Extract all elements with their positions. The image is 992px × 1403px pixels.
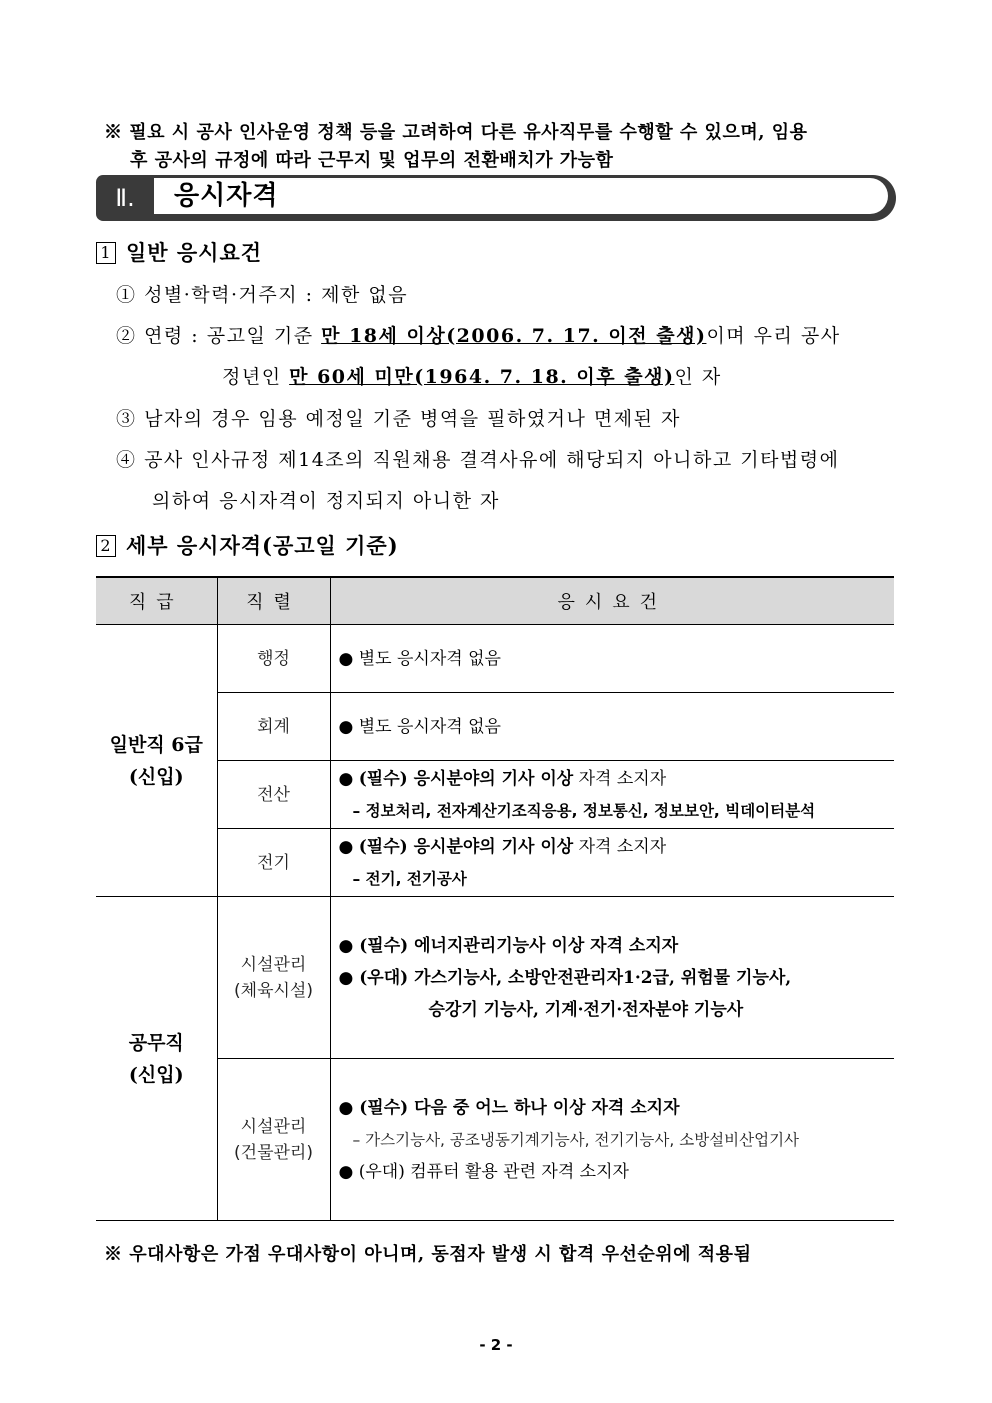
header-position: 직렬 bbox=[217, 577, 330, 625]
detail-requirements-title: 세부 응시자격(공고일 기준) bbox=[126, 533, 399, 558]
general-requirements-heading bbox=[96, 237, 262, 267]
table-row bbox=[96, 897, 894, 1059]
position-cell: 행정 bbox=[217, 625, 330, 693]
general-item-4: ④ 공사 인사규정 제14조의 직원채용 결격사유에 해당되지 아니하고 기타법령에 bbox=[116, 449, 840, 471]
position-cell: 시설관리 (건물관리) bbox=[217, 1059, 330, 1221]
general-item-1: ① 성별·학력·거주지 : 제한 없음 bbox=[116, 284, 409, 306]
position-cell: 시설관리 (체육시설) bbox=[217, 897, 330, 1059]
section-number-box: 2 bbox=[96, 535, 116, 557]
rank-public-service: 공무직 (신입) bbox=[96, 897, 217, 1221]
requirement-cell: ● (필수) 다음 중 어느 하나 이상 자격 소지자 – 가스기능사, 공조냉동기계기능사, 전기기능사, 소방설비산업기사 ● (우대) 컴퓨터 활용 관련 자격 소지자 bbox=[330, 1059, 894, 1221]
general-item-2: ② 연령 : 공고일 기준 만 18세 이상(2006. 7. 17. 이전 출생)이며 우리 공사 bbox=[116, 325, 841, 347]
page-number: - 2 - bbox=[479, 1336, 513, 1354]
top-note-line1: ※ 필요 시 공사 인사운영 정책 등을 고려하여 다른 유사직무를 수행할 수 있으며, 임용 bbox=[104, 122, 808, 143]
requirement-cell: ● (필수) 에너지관리기능사 이상 자격 소지자 ● (우대) 가스기능사, 소방안전관리자1·2급, 위험물 기능사, 승강기 기능사, 기계·전기·전자분야 기능사 bbox=[330, 897, 894, 1059]
general-requirements-title: 일반 응시요건 bbox=[126, 240, 263, 265]
requirement-cell: ● (필수) 응시분야의 기사 이상 자격 소지자 – 전기, 전기공사 bbox=[330, 829, 894, 897]
general-item-3: ③ 남자의 경우 임용 예정일 기준 병역을 필하였거나 면제된 자 bbox=[116, 408, 681, 430]
general-item-2-cont: 정년인 만 60세 미만(1964. 7. 18. 이후 출생)인 자 bbox=[222, 366, 722, 388]
section-roman-numeral: Ⅱ. bbox=[115, 184, 135, 212]
top-note-line2: 후 공사의 규정에 따라 근무지 및 업무의 전환배치가 가능함 bbox=[130, 150, 614, 171]
table-row bbox=[96, 625, 894, 693]
position-cell: 회계 bbox=[217, 693, 330, 761]
section-title: 응시자격 bbox=[174, 181, 279, 211]
requirement-cell: ● (필수) 응시분야의 기사 이상 자격 소지자 – 정보처리, 전자계산기조직응용, 정보통신, 정보보안, 빅데이터분석 bbox=[330, 761, 894, 829]
age-min-emphasis: 만 18세 이상(2006. 7. 17. 이전 출생) bbox=[321, 325, 707, 347]
header-rank: 직급 bbox=[96, 577, 217, 625]
section-heading bbox=[96, 175, 896, 221]
rank-general-6: 일반직 6급 (신입) bbox=[96, 625, 217, 897]
table-header-row bbox=[96, 577, 894, 625]
general-item-4-cont: 의하여 응시자격이 정지되지 아니한 자 bbox=[152, 490, 500, 512]
position-cell: 전산 bbox=[217, 761, 330, 829]
header-requirements: 응시요건 bbox=[330, 577, 894, 625]
requirements-table bbox=[96, 576, 894, 1221]
position-cell: 전기 bbox=[217, 829, 330, 897]
requirement-cell: ● 별도 응시자격 없음 bbox=[330, 693, 894, 761]
section-number-box: 1 bbox=[96, 242, 116, 264]
bottom-note: ※ 우대사항은 가점 우대사항이 아니며, 동점자 발생 시 합격 우선순위에 적용됨 bbox=[104, 1244, 752, 1265]
detail-requirements-heading bbox=[96, 530, 399, 560]
age-max-emphasis: 만 60세 미만(1964. 7. 18. 이후 출생) bbox=[289, 366, 675, 388]
requirement-cell: ● 별도 응시자격 없음 bbox=[330, 625, 894, 693]
